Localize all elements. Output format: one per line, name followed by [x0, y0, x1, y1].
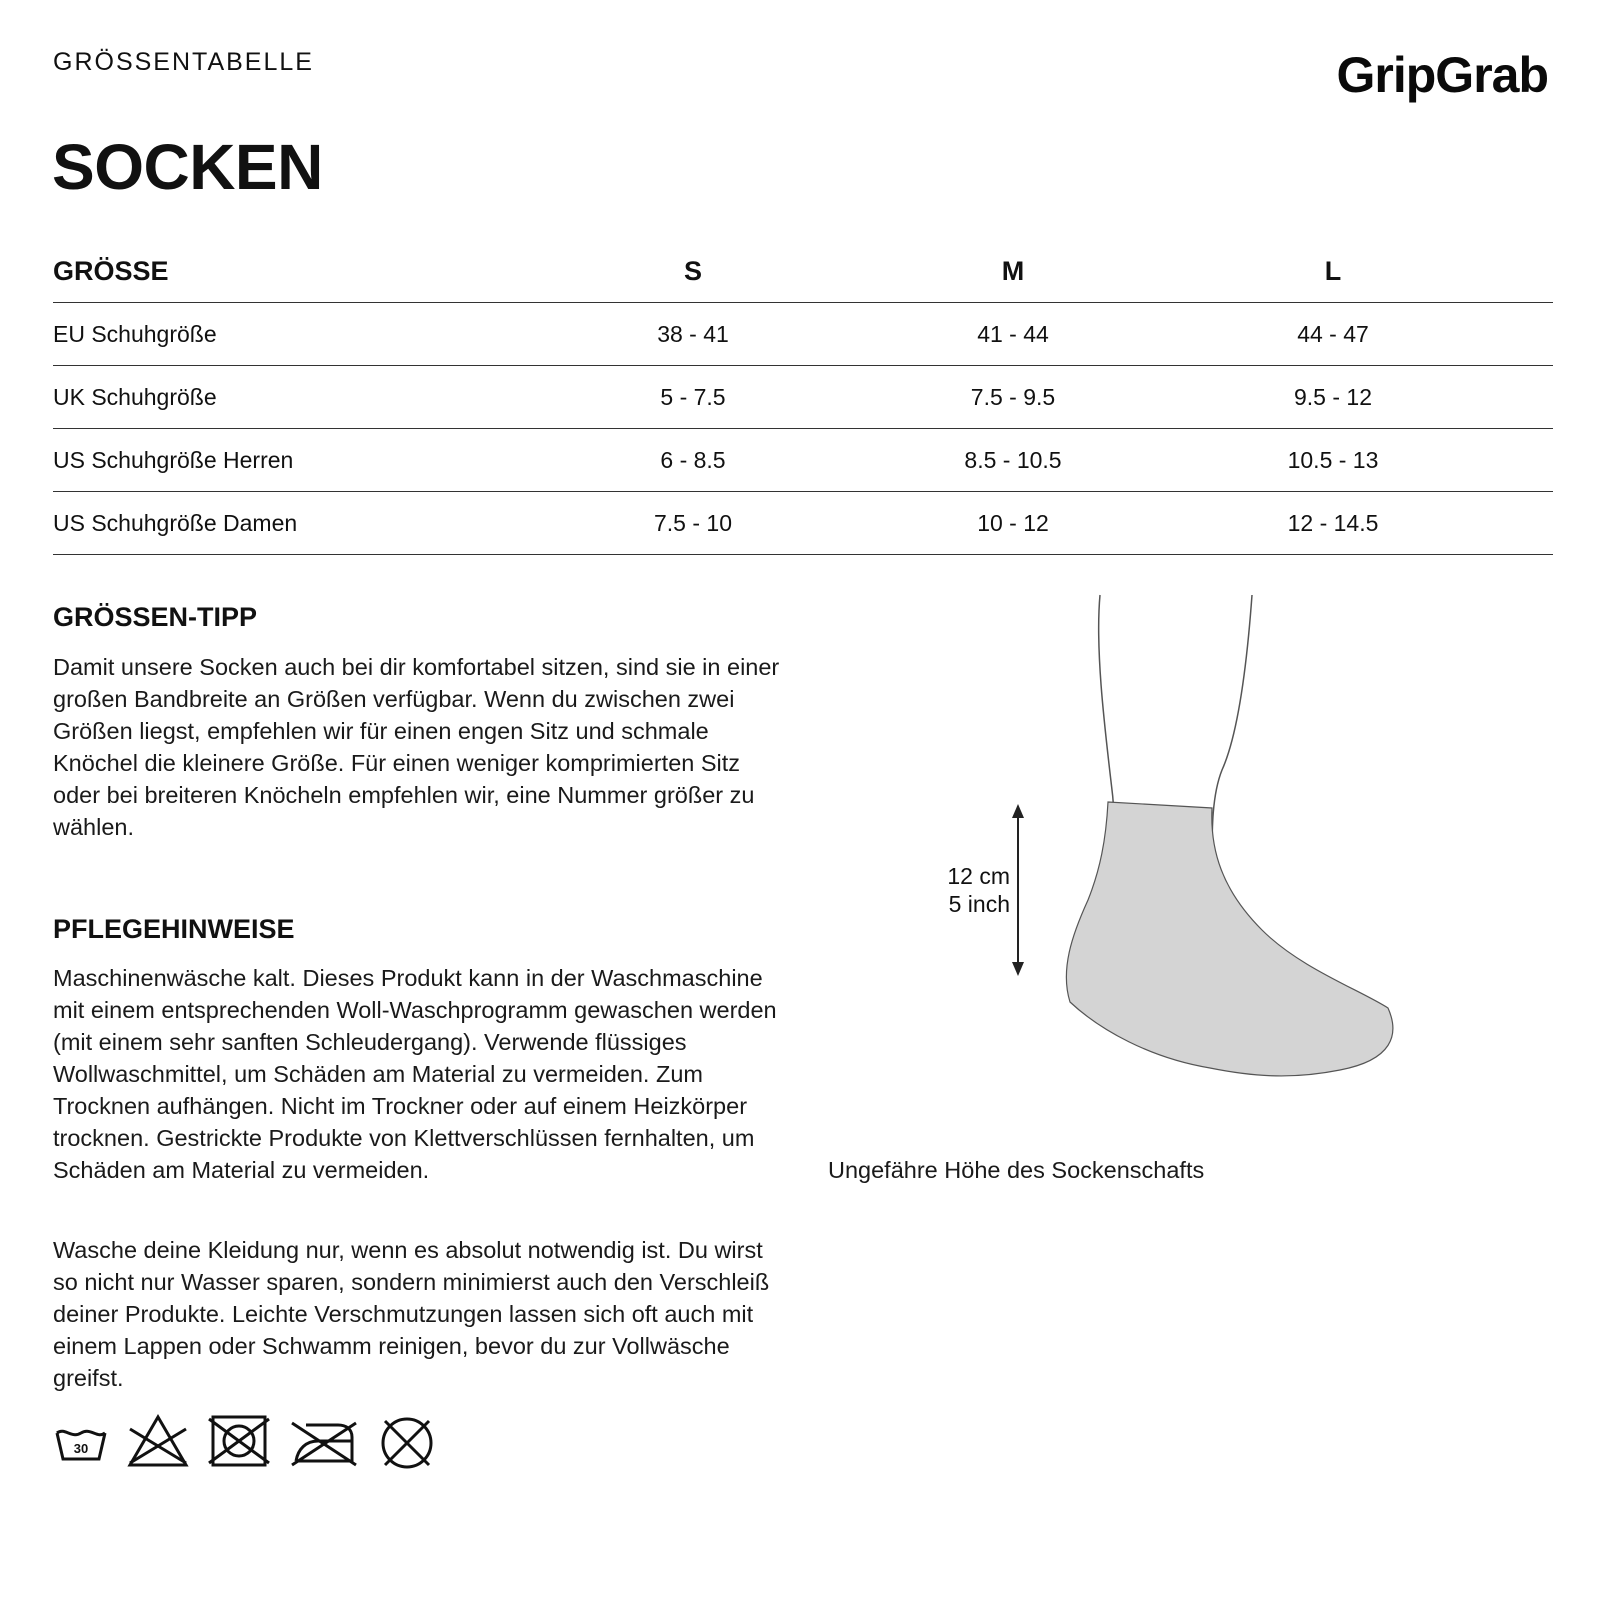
table-cell: US Schuhgröße Herren [53, 446, 294, 473]
table-cell: 41 - 44 [977, 320, 1049, 347]
page-kicker: GRÖSSENTABELLE [53, 48, 314, 76]
table-cell: EU Schuhgröße [53, 320, 217, 347]
table-cell: 7.5 - 10 [654, 509, 732, 536]
size-tip-text: Damit unsere Socken auch bei dir komfortabel sitzen, sind sie in einer großen Bandbreite an Größen verfügbar. Wenn du zwischen zwei Größen liegst, empfehlen wir für einen engen Sitz und schmale Knöchel die kleinere Größe. Für einen weniger komprimierten Sitz oder bei breiteren Knöcheln empfehlen wir, eine Nummer größer zu wählen. [53, 654, 780, 840]
table-cell: 8.5 - 10.5 [964, 446, 1062, 473]
no-dry-clean-icon [377, 1413, 437, 1473]
sock-illustration-icon [1000, 590, 1420, 1090]
leg-outline [1212, 595, 1252, 857]
table-cell: 10 - 12 [977, 509, 1049, 536]
table-header-row [53, 240, 1553, 303]
care-text-1: Maschinenwäsche kalt. Dieses Produkt kann in der Waschmaschine mit einem entsprechenden Woll-Waschprogramm gewaschen werden (mit einem sehr sanften Schleudergang). Verwende flüssiges Wollwaschmittel, um Schäden am Material zu vermeiden. Zum Trocknen aufhängen. Nicht im Trockner oder auf einem Heizkörper trocknen. Gestrickte Produkte von Klettverschlüssen fernhalten, um Schäden am Material zu vermeiden. [53, 965, 777, 1183]
table-header-cell: GRÖSSE [53, 255, 169, 286]
table-cell: 38 - 41 [657, 320, 729, 347]
table-cell: UK Schuhgröße [53, 383, 217, 410]
table-cell: US Schuhgröße Damen [53, 509, 298, 536]
table-row [53, 429, 1553, 492]
table-header-cell: S [683, 255, 702, 286]
sock-shape [1066, 802, 1393, 1076]
wash-temperature: 30 [73, 1441, 89, 1456]
care-text-2: Wasche deine Kleidung nur, wenn es absolut notwendig ist. Du wirst so nicht nur Wasser sparen, sondern minimierst auch den Verschleiß deiner Produkte. Leichte Verschmutzungen lassen sich oft auch mit einem Lappen oder Schwamm reinigen, bevor du zur Vollwäsche greifst. [53, 1237, 770, 1391]
arrow-up-icon [1012, 804, 1024, 818]
table-cell: 5 - 7.5 [660, 383, 726, 410]
brand-logo: GripGrab [1336, 47, 1548, 103]
wash-30-icon [53, 1413, 109, 1469]
table-cell: 9.5 - 12 [1294, 383, 1372, 410]
size-table [53, 240, 1553, 555]
table-row [53, 303, 1553, 366]
table-row [53, 492, 1553, 555]
no-tumble-dry-icon [207, 1413, 271, 1469]
measure-inch: 5 inch [948, 891, 1010, 917]
arrow-down-icon [1012, 962, 1024, 976]
table-cell: 6 - 8.5 [660, 446, 726, 473]
illustration-caption: Ungefähre Höhe des Sockenschafts [828, 1157, 1205, 1183]
table-row [53, 366, 1553, 429]
size-tip-heading: GRÖSSEN-TIPP [53, 602, 258, 632]
table-cell: 7.5 - 9.5 [970, 383, 1056, 410]
care-icons [53, 1413, 454, 1473]
table-header-cell: L [1324, 255, 1342, 286]
table-cell: 10.5 - 13 [1287, 446, 1379, 473]
measure-cm: 12 cm [947, 863, 1010, 889]
care-heading: PFLEGEHINWEISE [53, 914, 295, 944]
no-iron-icon [288, 1413, 360, 1469]
table-header-cell: M [1001, 255, 1025, 286]
table-cell: 44 - 47 [1297, 320, 1369, 347]
no-bleach-icon [126, 1413, 190, 1469]
shaft-measurement [920, 862, 1010, 918]
page-title: SOCKEN [52, 131, 323, 203]
table-cell: 12 - 14.5 [1287, 509, 1379, 536]
